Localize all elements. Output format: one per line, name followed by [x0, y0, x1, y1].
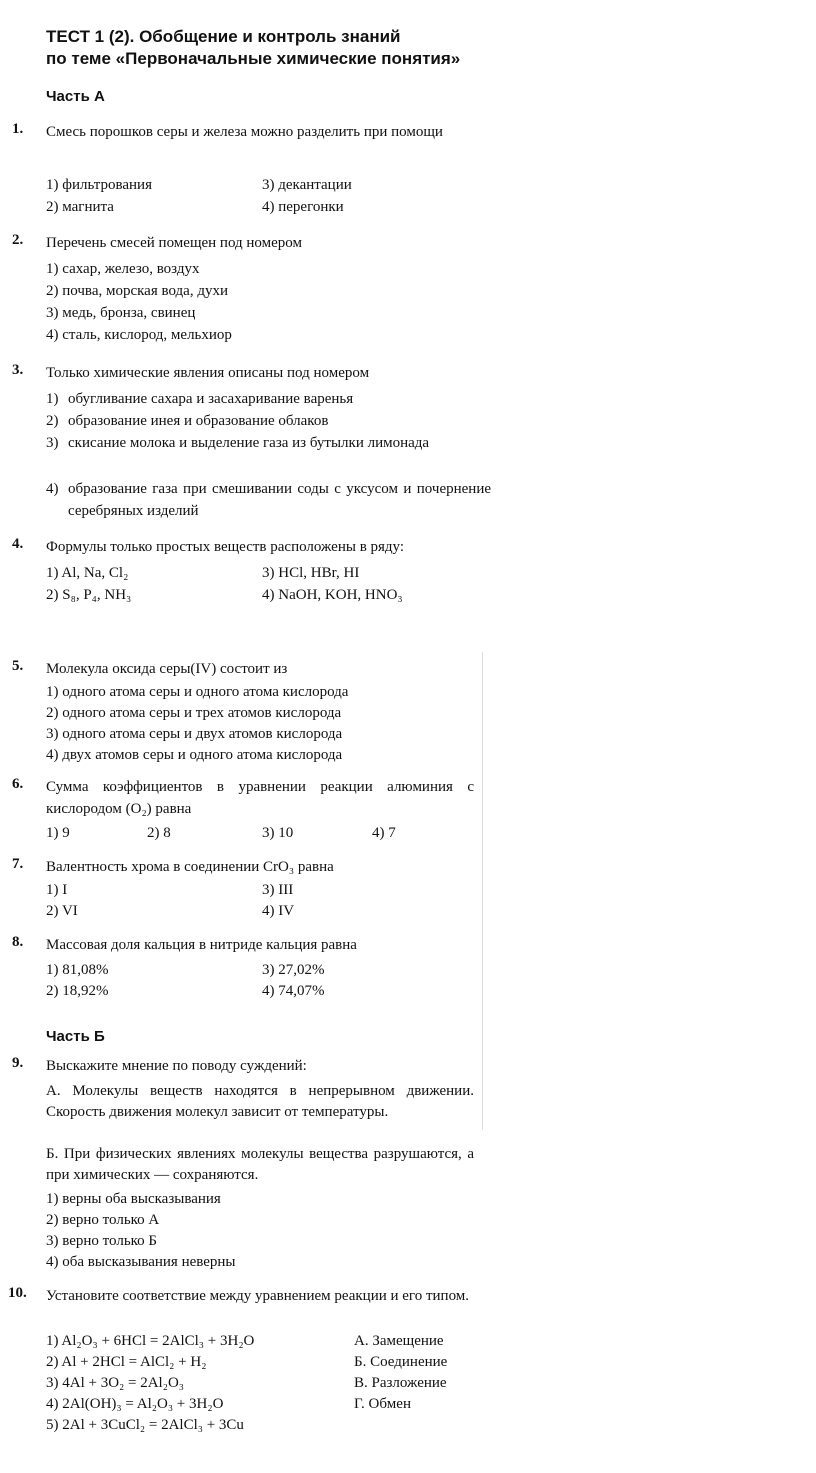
- answer-option: 2) S₈, P₄, NH₃: [46, 587, 132, 603]
- reaction-equation: 3) 4Al + 3O₂ = 2Al₂O₃: [46, 1375, 185, 1391]
- answer-option: 3) HCl, HBr, HI: [262, 565, 360, 581]
- question-text: Смесь порошков серы и железа можно разделить при помощи: [46, 124, 443, 140]
- statement-b: Б. При физических явлениях молекулы вещества разрушаются, а при химических — сохраняются.: [46, 1146, 474, 1183]
- part-b-heading: Часть Б: [46, 1028, 105, 1045]
- answer-option: 1) верны оба высказывания: [46, 1191, 221, 1207]
- answer-option: 3) медь, бронза, свинец: [46, 305, 196, 321]
- title-line-2: по теме «Первоначальные химические понятия»: [46, 49, 461, 68]
- title-line-1: ТЕСТ 1 (2). Обобщение и контроль знаний: [46, 27, 401, 46]
- reaction-type: В. Разложение: [354, 1375, 447, 1391]
- answer-option: 1) 81,08%: [46, 962, 109, 978]
- answer-option: 4) 74,07%: [262, 983, 325, 999]
- question-text: Сумма коэффициентов в уравнении реакции алюминия с кислородом (O₂) равна: [46, 779, 474, 817]
- option-text: образование газа при смешивании соды с уксусом и почернение серебряных изделий: [68, 481, 491, 519]
- answer-option: 3) III: [262, 882, 294, 898]
- question-text: Перечень смесей помещен под номером: [46, 235, 303, 251]
- answer-option: 2) одного атома серы и трех атомов кислорода: [46, 705, 342, 721]
- answer-option: 2) 8: [147, 825, 171, 841]
- reaction-type: А. Замещение: [354, 1333, 444, 1349]
- option-number: 2): [46, 413, 59, 429]
- answer-option: 3) декантации: [262, 177, 352, 193]
- question-text: Установите соответствие между уравнением реакции и его типом.: [46, 1288, 470, 1304]
- answer-option: 1) одного атома серы и одного атома кислорода: [46, 684, 349, 700]
- answer-option: 3) одного атома серы и двух атомов кислорода: [46, 726, 343, 742]
- question-text: Только химические явления описаны под номером: [46, 365, 370, 381]
- part-a-heading: Часть А: [46, 88, 105, 105]
- question-number: 1.: [12, 121, 24, 137]
- answer-option: 1) 9: [46, 825, 70, 841]
- answer-option: 4) IV: [262, 903, 295, 919]
- reaction-equation: 1) Al₂O₃ + 6HCl = 2AlCl₃ + 3H₂O: [46, 1333, 255, 1349]
- question-number: 7.: [12, 856, 24, 872]
- question-number: 8.: [12, 934, 24, 950]
- reaction-equation: 4) 2Al(OH)₃ = Al₂O₃ + 3H₂O: [46, 1396, 224, 1412]
- question-number: 6.: [12, 776, 24, 792]
- option-text: обугливание сахара и засахаривание варенья: [68, 391, 354, 407]
- answer-option: 3) 10: [262, 825, 294, 841]
- reaction-type: Б. Соединение: [354, 1354, 448, 1370]
- answer-option: 1) I: [46, 882, 68, 898]
- question-number: 10.: [8, 1285, 27, 1301]
- question-number: 3.: [12, 362, 24, 378]
- answer-option: 2) 18,92%: [46, 983, 109, 999]
- option-number: 4): [46, 481, 59, 497]
- answer-option: [46, 388, 491, 410]
- answer-option: 4) двух атомов серы и одного атома кислорода: [46, 747, 343, 763]
- answer-option: 4) 7: [372, 825, 396, 841]
- option-text: образование инея и образование облаков: [68, 413, 329, 429]
- answer-option: 3) 27,02%: [262, 962, 325, 978]
- answer-option: 4) сталь, кислород, мельхиор: [46, 327, 232, 343]
- answer-option: 3) верно только Б: [46, 1233, 158, 1249]
- question-number: 2.: [12, 232, 24, 248]
- answer-option: 2) VI: [46, 903, 78, 919]
- question-text: Молекула оксида серы(IV) состоит из: [46, 661, 288, 677]
- question-number: 9.: [12, 1055, 24, 1071]
- answer-option: 2) почва, морская вода, духи: [46, 283, 228, 299]
- answer-option: 4) NaOH, KOH, HNO₃: [262, 587, 403, 603]
- answer-option: [46, 478, 491, 522]
- question-text: Формулы только простых веществ расположены в ряду:: [46, 539, 405, 555]
- answer-option: [46, 432, 491, 454]
- question-number: 4.: [12, 536, 24, 552]
- answer-option: 4) перегонки: [262, 199, 344, 215]
- answer-option: 2) магнита: [46, 199, 114, 215]
- question-text: Выскажите мнение по поводу суждений:: [46, 1058, 307, 1074]
- answer-option: 1) Al, Na, Cl₂: [46, 565, 129, 581]
- statement-a: А. Молекулы веществ находятся в непрерывном движении. Скорость движения молекул зависит от температуры.: [46, 1083, 474, 1120]
- reaction-equation: 5) 2Al + 3CuCl₂ = 2AlCl₃ + 3Cu: [46, 1417, 244, 1433]
- answer-option: 4) оба высказывания неверны: [46, 1254, 236, 1270]
- option-number: 3): [46, 435, 59, 451]
- answer-option: 1) фильтрования: [46, 177, 152, 193]
- question-text: Массовая доля кальция в нитриде кальция равна: [46, 937, 357, 953]
- reaction-type: Г. Обмен: [354, 1396, 411, 1412]
- answer-option: [46, 410, 491, 432]
- reaction-equation: 2) Al + 2HCl = AlCl₂ + H₂: [46, 1354, 207, 1370]
- option-text: скисание молока и выделение газа из бутылки лимонада: [68, 435, 430, 451]
- option-number: 1): [46, 391, 59, 407]
- question-text: Валентность хрома в соединении CrO₃ равна: [46, 859, 334, 875]
- answer-option: 1) сахар, железо, воздух: [46, 261, 200, 277]
- question-number: 5.: [12, 658, 24, 674]
- answer-option: 2) верно только А: [46, 1212, 160, 1228]
